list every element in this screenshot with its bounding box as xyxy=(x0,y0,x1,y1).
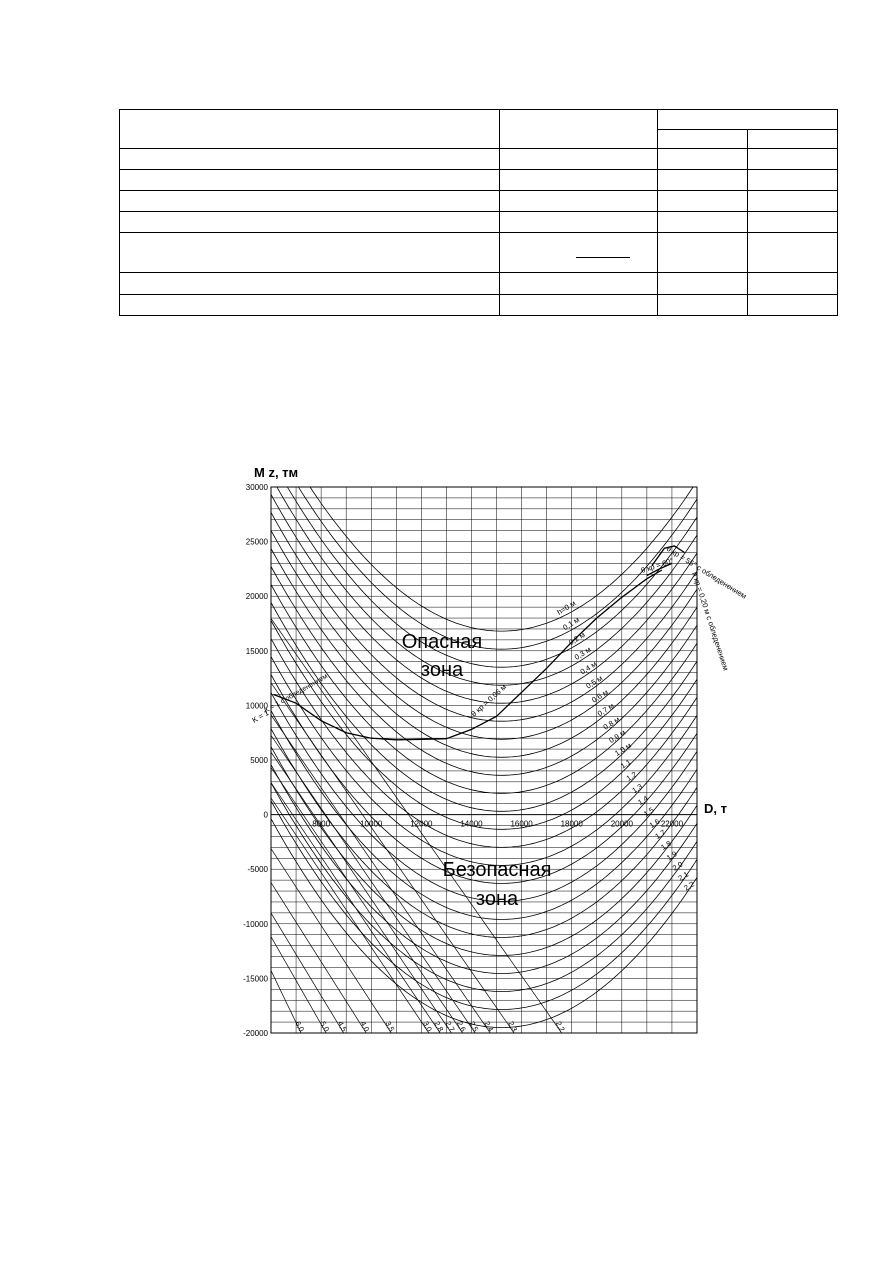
table-row xyxy=(120,212,838,233)
safe-zone-label-line2: зона xyxy=(475,888,519,910)
table-cell xyxy=(658,212,748,233)
table-row xyxy=(120,295,838,316)
danger-zone-label-line1: Опасная xyxy=(401,631,483,653)
x-tick-label: 8000 xyxy=(312,819,331,829)
h-curve-label: 2,1 xyxy=(676,869,691,883)
table-cell xyxy=(500,295,658,316)
fan-line xyxy=(271,849,391,1033)
table-row xyxy=(120,149,838,170)
fan-line-label: 2,5 xyxy=(467,1019,481,1034)
table-row xyxy=(120,170,838,191)
h-curve-label: h=0 м xyxy=(555,598,578,617)
y-tick-label: 30000 xyxy=(245,483,268,492)
x-tick-label: 18000 xyxy=(560,819,583,829)
table-cell xyxy=(500,170,658,191)
table-row xyxy=(120,273,838,295)
x-axis-title: D, т xyxy=(704,801,727,816)
h-curve-label: 1,1 xyxy=(618,757,633,771)
annotation-label: K = 1 xyxy=(250,708,271,725)
fan-line-label: 2,6 xyxy=(454,1019,468,1034)
h-curve-label: 1,9 xyxy=(664,849,679,863)
y-tick-label: -10000 xyxy=(243,919,268,929)
h-curve-label: 1,4 xyxy=(636,793,650,807)
annotation-label: θ кр = 55° с обледенением xyxy=(664,544,749,601)
h-curve-label: 2,0 xyxy=(670,859,685,873)
h-curve-label: 0,5 м xyxy=(584,673,605,691)
table-cell xyxy=(658,191,748,212)
safe-zone-label-line1: Безопасная xyxy=(442,859,552,881)
stability-chart-svg xyxy=(230,455,750,1045)
x-tick-label: 22000 xyxy=(660,819,684,829)
fan-line-label: 4,0 xyxy=(358,1019,372,1034)
h-curve-label: 0,8 м xyxy=(601,714,622,732)
h-curve-label: 1,5 xyxy=(641,805,656,819)
h-curve-label: 0,1 м xyxy=(561,615,581,633)
h-curve-label: 0,9 м xyxy=(607,727,628,745)
table-cell xyxy=(500,212,658,233)
x-tick-label: 20000 xyxy=(610,819,633,829)
table-cell xyxy=(120,273,500,295)
x-tick-label: 14000 xyxy=(460,819,483,829)
h-curve-label: 0,3 м xyxy=(572,644,593,662)
table-cell xyxy=(500,273,658,295)
table-cell xyxy=(120,170,500,191)
y-axis-title: M z, тм xyxy=(254,465,299,480)
table-header-cell xyxy=(658,110,838,130)
stability-diagram xyxy=(230,455,750,1045)
fan-line xyxy=(271,913,344,1033)
h-curve xyxy=(271,455,697,649)
h-curve-label: 1,3 xyxy=(630,781,645,796)
fan-line-label: 2,8 xyxy=(432,1019,446,1034)
danger-zone-label-line2: зона xyxy=(420,659,464,681)
table-row xyxy=(120,191,838,212)
table-header-cell xyxy=(748,130,838,149)
fan-line-label: 2,2 xyxy=(553,1019,567,1034)
fan-line-label: 5,0 xyxy=(318,1019,332,1034)
data-table xyxy=(119,109,838,316)
table-cell xyxy=(658,233,748,273)
table-cell xyxy=(120,149,500,170)
y-tick-label: -15000 xyxy=(243,974,268,984)
annotation-label: K = 1 с обледенением xyxy=(263,672,329,715)
x-tick-label: 16000 xyxy=(510,819,533,829)
y-tick-label: 0 xyxy=(263,810,268,820)
table-cell xyxy=(120,212,500,233)
table-cell xyxy=(120,295,500,316)
grid xyxy=(271,487,697,1033)
table-cell xyxy=(120,233,500,273)
h-curve-label: 0,6 м xyxy=(590,687,610,705)
fraction-line xyxy=(576,257,630,258)
table-cell xyxy=(748,170,838,191)
table-header-cell xyxy=(658,130,748,149)
fan-line-label: 4,5 xyxy=(335,1019,349,1034)
fan-line-label: 6,0 xyxy=(293,1019,307,1034)
y-tick-label: 5000 xyxy=(250,756,268,765)
y-tick-label: 15000 xyxy=(245,646,268,656)
x-tick-label: 10000 xyxy=(360,819,383,829)
annotation-label: h кр = 0,20 м с обледенением xyxy=(690,570,731,672)
fan-line-label: 2,4 xyxy=(482,1019,496,1034)
annotation-label: θ кр = 60° xyxy=(639,555,675,575)
fan-line-label: 2,3 xyxy=(506,1019,520,1034)
fan-line xyxy=(271,883,366,1033)
table-cell xyxy=(748,212,838,233)
labels xyxy=(243,483,748,1038)
h-curve-label: 1,2 xyxy=(624,769,639,783)
fan-line xyxy=(271,767,451,1033)
table-cell xyxy=(120,191,500,212)
y-tick-label: -20000 xyxy=(243,1029,268,1038)
y-tick-label: 20000 xyxy=(245,592,268,602)
h-curve-label: 1,6 xyxy=(647,816,662,830)
y-tick-label: -5000 xyxy=(247,865,268,875)
table-cell xyxy=(658,170,748,191)
table-cell xyxy=(748,273,838,295)
x-tick-label: 12000 xyxy=(410,819,433,829)
h-curve-label: 0,2 м xyxy=(566,630,587,648)
fan-line xyxy=(271,798,429,1033)
annotation-label: θ кр = 0,06 м xyxy=(469,682,509,719)
h-curve-label: 1,0 м xyxy=(613,740,633,758)
h-curve-label: 2,2 xyxy=(682,879,696,893)
fan-line-label: 3,0 xyxy=(421,1019,434,1034)
table-cell xyxy=(748,149,838,170)
h-curve-label: 1,7 xyxy=(653,827,668,842)
h-curve-label: 0,4 м xyxy=(578,659,599,677)
fan-line-label: 2,7 xyxy=(443,1019,457,1034)
table-cell xyxy=(748,191,838,212)
table-cell-fraction xyxy=(500,233,658,273)
y-tick-label: 10000 xyxy=(245,701,268,711)
table-cell xyxy=(658,295,748,316)
y-tick-label: 25000 xyxy=(245,537,268,547)
table-cell xyxy=(658,149,748,170)
table-header-cell xyxy=(120,110,500,149)
fan-line xyxy=(271,937,326,1033)
h-curve xyxy=(271,455,697,631)
h-curve-label: 0,7 м xyxy=(595,701,616,719)
table-cell xyxy=(748,295,838,316)
table-cell xyxy=(748,233,838,273)
table-row xyxy=(120,233,838,273)
h-curve-label: 1,8 xyxy=(659,838,673,852)
table-cell xyxy=(658,273,748,295)
fan-line-label: 3,5 xyxy=(383,1019,397,1034)
fan-line xyxy=(271,735,475,1033)
table-header-cell xyxy=(500,110,658,149)
table-cell xyxy=(500,149,658,170)
table-cell xyxy=(500,191,658,212)
table-header-row xyxy=(120,110,838,130)
